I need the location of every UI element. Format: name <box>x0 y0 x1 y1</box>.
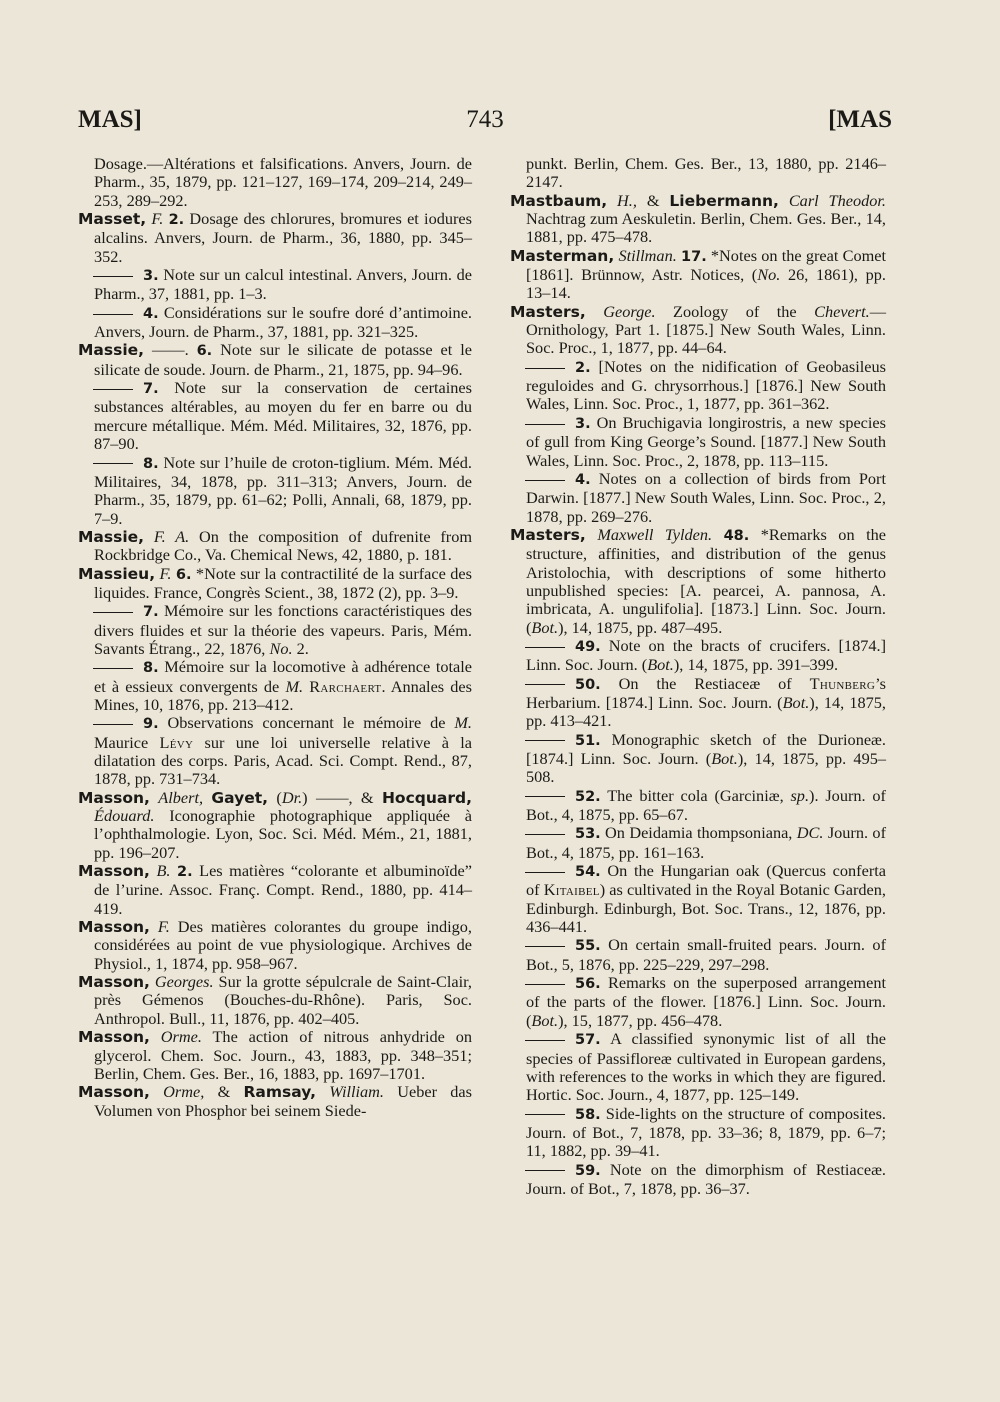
sub-entry <box>510 414 886 470</box>
page-number: 743 <box>466 106 504 133</box>
entry-number: 8. <box>143 455 159 472</box>
entry-text: Remarks on the superposed arrangement of the parts of the flower. [1876.] Linn. Soc. Journ. ( <box>526 973 886 1030</box>
entry-text <box>150 917 158 936</box>
entry-text: A classified synonymic list of all the species of Passifloreæ cultivated in European gardens, with references to the works in which they are figured. Hortic. Soc. Journ., 4, 1877, pp. 125–149. <box>526 1029 886 1105</box>
author-name: Mastbaum, <box>510 191 608 210</box>
entry-text: Notes on a collection of birds from Port Darwin. [1877.] New South Wales, Linn. Soc. Proc., 2, 1878, pp. 269–276. <box>526 468 886 526</box>
bibliography-entry <box>78 341 472 379</box>
entry-number: 51. <box>575 732 601 749</box>
entry-text: & <box>204 1082 244 1102</box>
small-caps-name: Kitaibel <box>543 880 600 900</box>
entry-text <box>712 525 724 544</box>
entry-text: ’s Herbarium. [1874.] Linn. Soc. Journ. ( <box>526 673 886 712</box>
entry-text: On certain small-fruited pears. Journ. of Bot., 5, 1876, pp. 225–229, 297–298. <box>526 935 886 974</box>
sub-entry <box>78 379 472 453</box>
entry-text: Maurice <box>94 732 160 752</box>
author-name: Liebermann, <box>669 191 779 210</box>
entry-number: 53. <box>575 826 601 843</box>
author-name: Masson, <box>78 918 150 937</box>
entry-number: 3. <box>143 268 159 285</box>
entry-text: On Bruchigavia longirostris, a new species of gull from King George’s Sound. [1877.] New South Wales, Linn. Soc. Proc., 2, 1878, pp. 113–115. <box>526 412 886 470</box>
entry-number: 4. <box>143 305 159 322</box>
entry-text: ). Journ. of Bot., 4, 1875, pp. 65–67. <box>526 785 886 825</box>
italic-text: Chevert. <box>814 301 870 321</box>
entry-text: Note sur la conservation de certaines substances altérables, au moyen du fer en barre ou du mercure métallique. Mém. Méd. Militaires, 32, 1876, pp. 87–90. <box>94 378 472 454</box>
entry-text: Note on the dimorphism of Restiaceæ. Journ. of Bot., 7, 1878, pp. 36–37. <box>526 1159 886 1198</box>
italic-text: F. <box>151 209 164 229</box>
italic-text: F. A. <box>153 526 190 546</box>
small-caps-name: Lévy <box>159 732 194 752</box>
bibliography-entry <box>510 247 886 303</box>
entry-text: Note sur le silicate de potasse et le silicate de soude. Journ. de Pharm., 21, 1875, pp. 94–96. <box>94 340 472 379</box>
small-caps-name: Rarchaert <box>309 676 382 696</box>
sub-entry <box>510 675 886 731</box>
italic-text: H., <box>617 190 637 210</box>
entry-number: 55. <box>575 938 601 955</box>
italic-text: B. <box>156 861 171 881</box>
entry-text: 2. <box>292 638 309 658</box>
entry-text: ) as cultivated in the Royal Botanic Garden, Edinburgh. Edinburgh, Bot. Soc. Trans., 12, 1876, pp. 436–441. <box>526 880 886 937</box>
author-name: Masson, <box>78 1083 150 1102</box>
author-name: Masson, <box>78 862 150 881</box>
ditto-dash <box>93 276 133 277</box>
italic-text: Bot. <box>531 1010 559 1030</box>
ditto-dash <box>93 389 133 390</box>
entry-text: Iconographie photographique appliquée à l’ophthalmologie. Lyon, Soc. Sci. Méd. Mém., 21, 1881, pp. 196–207. <box>94 806 472 862</box>
entry-text: ——. <box>144 340 197 360</box>
entry-text: Side-lights on the structure of composites. Journ. of Bot., 7, 1878, pp. 33–36; 8, 1879, pp. 6–7; 11, 1882, pp. 39–41. <box>526 1103 886 1161</box>
entry-number: 3. <box>575 415 591 432</box>
entry-text: Sur la grotte sépulcrale de Saint-Clair, près Gémenos (Bouches-du-Rhône). Paris, Soc. Anthropol. Bull., 11, 1876, pp. 402–405. <box>94 972 472 1028</box>
ditto-dash <box>525 1040 565 1041</box>
entry-number: 6. <box>175 566 192 583</box>
header-left-catchword: MAS] <box>78 106 142 133</box>
bibliography-entry <box>78 565 472 603</box>
entry-number: 2. <box>177 864 193 881</box>
ditto-dash <box>525 647 565 648</box>
sub-entry <box>78 266 472 304</box>
entry-number: 4. <box>575 471 591 488</box>
entry-text: *Notes on the great Comet [1861]. Brünnow, Astr. Notices, ( <box>526 245 886 285</box>
sub-entry <box>78 658 472 714</box>
bibliography-entry <box>78 789 472 862</box>
ditto-dash <box>525 796 565 797</box>
entry-text: ), 14, 1875, pp. 495–508. <box>526 749 886 787</box>
entry-number: 6. <box>196 343 213 360</box>
italic-text: sp. <box>790 785 810 805</box>
author-name: Masson, <box>78 788 150 807</box>
entry-number: 57. <box>575 1032 601 1049</box>
author-name: Masset, <box>78 210 147 229</box>
bibliography-entry <box>78 528 472 565</box>
author-name: Masters, <box>510 302 586 321</box>
ditto-dash <box>525 984 565 985</box>
entry-text: The bitter cola (Garciniæ, <box>600 785 791 805</box>
entry-text: The action of nitrous anhydride on glycerol. Chem. Soc. Journ., 43, 1883, pp. 348–351; Berlin, Chem. Ges. Ber., 16, 1883, pp. 1697–1701. <box>94 1027 472 1083</box>
bibliography-entry <box>78 1083 472 1120</box>
bibliography-entry <box>78 973 472 1028</box>
italic-text: Bot. <box>531 617 559 637</box>
entry-number: 2. <box>168 212 185 229</box>
ditto-dash <box>525 424 565 425</box>
entry-text: punkt. Berlin, Chem. Ges. Ber., 13, 1880, pp. 2146–2147. <box>526 154 886 192</box>
entry-text: On Deidamia thompsoniana, <box>600 823 797 843</box>
entry-text: Dosage.—Altérations et falsifications. Anvers, Journ. de Pharm., 35, 1879, pp. 121–127, 169–174, 209–214, 249–253, 289–292. <box>94 154 472 210</box>
entry-text <box>150 1082 163 1101</box>
sub-entry <box>510 731 886 787</box>
entry-text: Zoology of the <box>655 301 815 321</box>
author-name: Massie, <box>78 341 145 360</box>
entry-text <box>144 527 154 546</box>
italic-text: Orme. <box>160 1027 202 1047</box>
italic-text: DC. <box>796 823 824 843</box>
ditto-dash <box>525 946 565 947</box>
ditto-dash <box>525 368 565 369</box>
author-name: Hocquard, <box>381 788 472 807</box>
ditto-dash <box>525 480 565 481</box>
entry-text: ), 14, 1875, pp. 391–399. <box>673 655 839 675</box>
italic-text: Bot. <box>711 749 738 768</box>
entry-text: —Ornithology, Part 1. [1875.] New South Wales, Linn. Soc. Proc., 1, 1877, pp. 44–64. <box>526 301 886 358</box>
entry-text: Note sur l’huile de croton-tiglium. Mém. Méd. Militaires, 34, 1878, pp. 311–313; Anvers, Journ. de Pharm., 35, 1879, pp. 61–62; Polli, Annali, 68, 1879, pp. 7–9. <box>94 452 472 528</box>
right-column <box>510 155 886 1198</box>
entry-text: ), 14, 1875, pp. 487–495. <box>558 617 723 637</box>
entry-text: Les matières “colorante et albuminoïde” de l’urine. Assoc. Franç. Compt. Rend., 1880, pp. 414–419. <box>94 861 473 918</box>
entry-text: & <box>636 190 670 210</box>
author-name: Gayet, <box>211 788 269 807</box>
entry-text: Monographic sketch of the Durioneæ. [1874.] Linn. Soc. Journ. ( <box>526 729 886 768</box>
sub-entry <box>510 824 886 862</box>
italic-text: No. <box>269 638 293 658</box>
ditto-dash <box>93 314 133 315</box>
sub-entry <box>510 637 886 675</box>
entry-number: 17. <box>681 248 707 265</box>
ditto-dash <box>93 463 133 464</box>
bibliography-entry <box>78 1028 472 1083</box>
ditto-dash <box>93 612 133 613</box>
entry-text <box>586 525 598 544</box>
entry-number: 49. <box>575 638 601 655</box>
entry-number: 58. <box>575 1106 601 1123</box>
entry-text: 26, 1861), pp. 13–14. <box>526 265 886 303</box>
author-name: Massie, <box>78 527 145 546</box>
entry-number: 7. <box>143 381 159 398</box>
entry-text: sur une loi universelle relative à la dilatation des corps. Paris, Acad. Sci. Compt. Rend., 87, 1878, pp. 731–734. <box>94 732 472 789</box>
entry-text: Ueber das Volumen von Phosphor bei seinem Siede- <box>94 1082 472 1120</box>
italic-text: William. <box>329 1082 385 1102</box>
entry-number: 2. <box>575 359 591 376</box>
entry-text: *Remarks on the structure, affinities, and distribution of the genus Aristolochia, with descriptions of some hitherto unpublished species: [A. pearcei, A. pannosa, A. imbricata, A. ungulifolia]. [1873.] Linn. Soc. Journ. ( <box>526 524 886 637</box>
sub-entry <box>78 602 472 658</box>
author-name: Masson, <box>78 1028 150 1047</box>
sub-entry <box>510 358 886 414</box>
entry-number: 56. <box>575 976 601 993</box>
entry-number: 52. <box>575 788 601 805</box>
entry-continuation <box>510 155 886 192</box>
entry-text: Observations concernant le mémoire de <box>158 713 455 733</box>
italic-text: Georges. <box>154 972 214 992</box>
entry-text: Nachtrag zum Aeskuletin. Berlin, Chem. Ges. Ber., 14, 1881, pp. 475–478. <box>526 209 886 247</box>
entry-text: *Note sur la contractilité de la surface des liquides. France, Congrès Scient., 38, 1872 (2), pp. 3–9. <box>94 563 472 602</box>
entry-text: ( <box>268 787 282 807</box>
italic-text: No. <box>757 265 781 285</box>
entry-text <box>316 1082 329 1101</box>
sub-entry <box>510 936 886 974</box>
ditto-dash <box>525 1114 565 1115</box>
entry-number: 48. <box>723 527 750 544</box>
entry-text: On the Hungarian oak (Quercus conferta of <box>526 861 886 900</box>
sub-entry <box>510 1105 886 1161</box>
ditto-dash <box>93 724 133 725</box>
entry-text: Note sur un calcul intestinal. Anvers, Journ. de Pharm., 37, 1881, pp. 1–3. <box>94 265 472 304</box>
italic-text: Maxwell Tylden. <box>597 524 713 544</box>
sub-entry <box>510 470 886 526</box>
author-name: Masson, <box>78 973 150 992</box>
author-name: Masters, <box>510 525 586 544</box>
ditto-dash <box>525 684 565 685</box>
small-caps-name: Thunberg <box>809 673 876 693</box>
bibliography-entry <box>78 862 472 918</box>
bibliography-entry <box>78 918 472 973</box>
entry-text: On the Restiaceæ of <box>600 673 810 693</box>
entry-number: 59. <box>575 1162 601 1179</box>
ditto-dash <box>93 668 133 669</box>
italic-text: F. <box>157 917 170 937</box>
sub-entry <box>78 714 472 788</box>
bibliography-entry <box>510 526 886 637</box>
entry-text: ), 14, 1875, pp. 413–421. <box>526 692 886 731</box>
entry-text <box>586 302 603 321</box>
italic-text: Édouard. <box>94 806 155 826</box>
entry-text: Considérations sur le soufre doré d’antimoine. Anvers, Journ. de Pharm., 37, 1881, pp. 321–325. <box>94 302 472 342</box>
entry-number: 8. <box>143 660 159 677</box>
entry-text: ), 15, 1877, pp. 456–478. <box>558 1010 723 1030</box>
italic-text: F. <box>159 563 172 583</box>
header-right-catchword: [MAS <box>828 106 892 133</box>
sub-entry <box>510 787 886 825</box>
entry-text <box>779 191 789 210</box>
entry-number: 7. <box>143 604 159 621</box>
entry-text: Mémoire sur la locomotive à adhérence totale et à essieux convergents de <box>94 657 472 696</box>
entry-text: Mémoire sur les fonctions caractéristiques des divers fluides et sur la théorie des vapeurs. Paris, Mém. Savants Étrang., 22, 1876, <box>94 601 472 658</box>
entry-text: ) ——, & <box>302 787 382 807</box>
italic-text: Bot. <box>647 655 674 675</box>
sub-entry <box>78 304 472 342</box>
author-name: Ramsay, <box>243 1083 317 1102</box>
entry-text: Dosage des chlorures, bromures et iodures alcalins. Anvers, Journ. de Pharm., 36, 1880, pp. 345–352. <box>94 209 472 266</box>
entry-text: Des matières colorantes du groupe indigo, considérées au point de vue physiologique. Archives de Physiol., 1, 1874, pp. 958–967. <box>94 917 473 973</box>
sub-entry <box>510 1030 886 1104</box>
ditto-dash <box>525 740 565 741</box>
bibliography-entry <box>510 192 886 247</box>
entry-number: 9. <box>143 716 159 733</box>
ditto-dash <box>525 1170 565 1171</box>
sub-entry <box>510 1161 886 1199</box>
entry-text: [Notes on the nidification of Geobasileus reguloides and G. chrysorrhous.] [1876.] New South Wales, Linn. Soc. Proc., 1, 1877, pp. 361–362. <box>526 356 886 414</box>
running-header <box>78 106 892 146</box>
bibliography-entry <box>510 303 886 358</box>
entry-continuation <box>78 155 472 210</box>
ditto-dash <box>525 834 565 835</box>
entry-text: Note on the bracts of crucifers. [1874.] Linn. Soc. Journ. ( <box>526 635 886 675</box>
bibliography-entry <box>78 210 472 266</box>
italic-text: Dr. <box>281 787 303 807</box>
entry-number: 54. <box>575 864 601 881</box>
italic-text: Bot. <box>782 692 810 712</box>
entry-text: Journ. of Bot., 4, 1875, pp. 161–163. <box>526 823 886 862</box>
entry-text <box>150 1027 161 1046</box>
entry-text <box>607 191 617 210</box>
author-name: Masterman, <box>510 246 615 265</box>
italic-text: Albert, <box>158 787 204 807</box>
italic-text: M. <box>454 713 472 733</box>
ditto-dash <box>525 872 565 873</box>
sub-entry <box>78 454 472 528</box>
left-column <box>78 155 472 1120</box>
sub-entry <box>510 974 886 1030</box>
italic-text: Carl Theodor. <box>788 190 886 210</box>
italic-text: George. <box>603 301 656 321</box>
italic-text: M. <box>285 676 304 696</box>
entry-number: 50. <box>575 676 601 693</box>
sub-entry <box>510 862 886 936</box>
author-name: Massieu, <box>78 564 156 583</box>
italic-text: Orme, <box>163 1082 205 1102</box>
entry-text: . Annales des Mines, 10, 1876, pp. 213–412. <box>94 676 472 714</box>
italic-text: Stillman. <box>618 245 677 265</box>
entry-text: On the composition of dufrenite from Rockbridge Co., Va. Chemical News, 42, 1880, p. 181. <box>94 526 472 565</box>
